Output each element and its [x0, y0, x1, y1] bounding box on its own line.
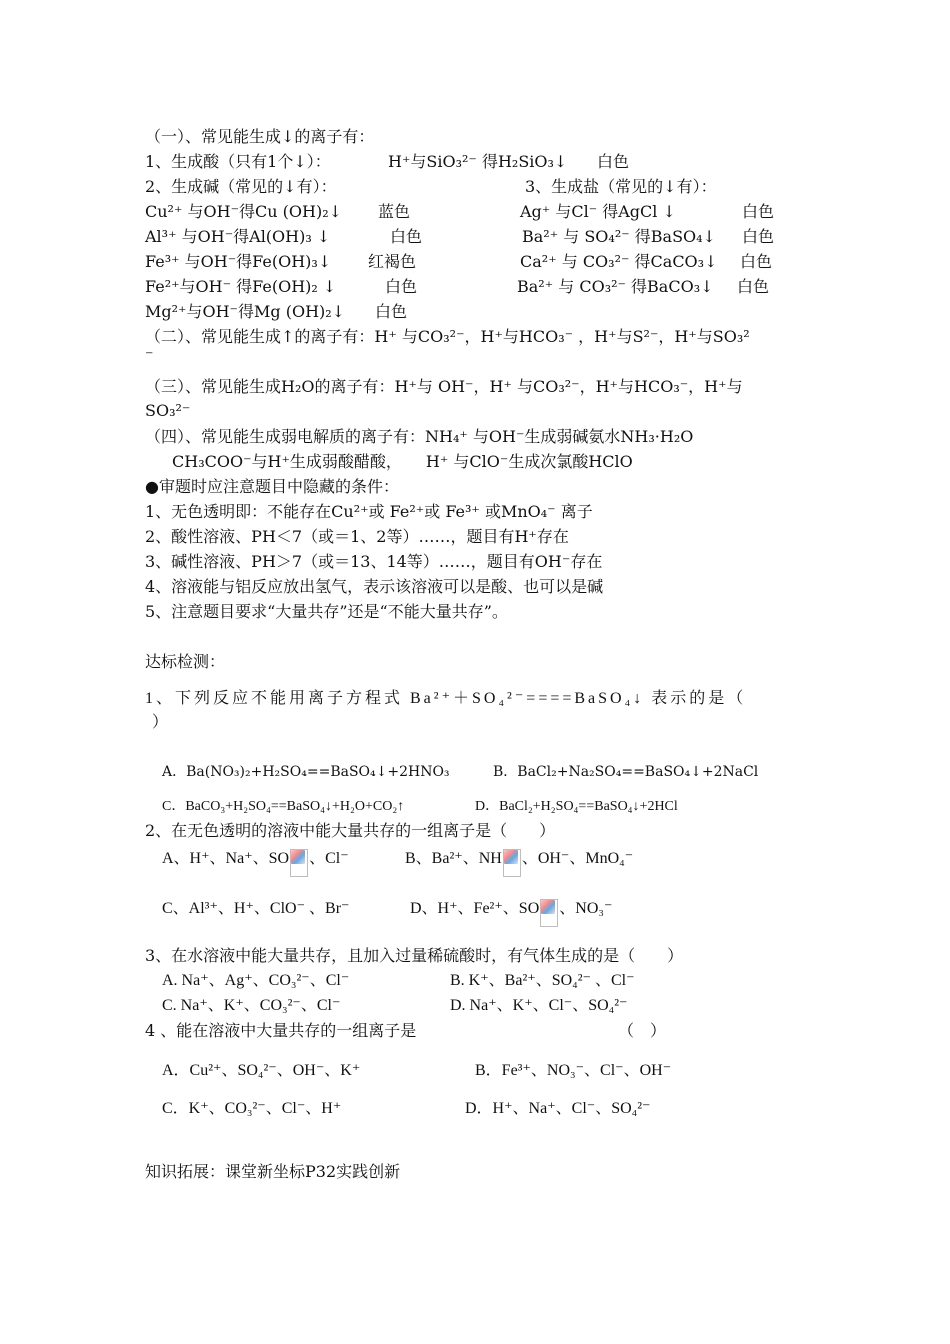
hidden-condition-item: 4、溶液能与铝反应放出氢气，表示该溶液可以是酸、也可以是碱 — [145, 577, 604, 596]
q3-option-d: D. Na⁺、K⁺、Cl⁻、SO₄²⁻ — [450, 997, 628, 1014]
q1-option-c: C．BaCO₃+H₂SO₄==BaSO₄↓+H₂O+CO₂↑ — [162, 799, 405, 814]
base-row-color: 蓝色 — [378, 202, 411, 221]
salt-row-color: 白色 — [737, 277, 770, 296]
base-row: Mg²⁺与OH⁻得Mg (OH)₂↓ — [145, 302, 346, 321]
acid-line-label: 1、生成酸（只有1个↓）： — [145, 152, 331, 171]
q1-option-d: D．BaCl₂+H₂SO₄==BaSO₄↓+2HCl — [475, 799, 678, 814]
salt-header: 3、生成盐（常见的↓有）： — [525, 177, 717, 196]
q1-stem: 1、下列反应不能用离子方程式 Ba²⁺＋SO₄²⁻====BaSO₄↓ 表示的是（ — [145, 690, 747, 707]
salt-row: Ba²⁺ 与 CO₃²⁻ 得BaCO₃↓ — [517, 277, 714, 296]
q3-option-b: B. K⁺、Ba²⁺、SO₄²⁻ 、Cl⁻ — [450, 972, 635, 989]
hidden-condition-item: 1、无色透明即：不能存在Cu²⁺或 Fe²⁺或 Fe³⁺ 或MnO₄⁻ 离子 — [145, 502, 593, 521]
q4-option-b: B．Fe³⁺、NO₃⁻、Cl⁻、OH⁻ — [475, 1062, 672, 1079]
q4-option-d: D．H⁺、Na⁺、Cl⁻、SO₄²⁻ — [465, 1100, 651, 1117]
base-row: Al³⁺ 与OH⁻得Al(OH)₃ ↓ — [145, 227, 331, 246]
hidden-conditions-title: ●审题时应注意题目中隐藏的条件： — [145, 477, 399, 496]
base-row: Cu²⁺ 与OH⁻得Cu (OH)₂↓ — [145, 202, 343, 221]
base-row-color: 白色 — [375, 302, 408, 321]
salt-row: Ba²⁺ 与 SO₄²⁻ 得BaSO₄↓ — [522, 227, 716, 246]
salt-row: Ca²⁺ 与 CO₃²⁻ 得CaCO₃↓ — [520, 252, 718, 271]
q2-option-a-post: 、Cl⁻ — [309, 850, 349, 867]
salt-row-color: 白色 — [740, 252, 773, 271]
q4-answer-paren: （ ） — [618, 1021, 667, 1040]
broken-image-icon — [290, 849, 308, 877]
q2-option-b-pre: B、Ba²⁺、NH — [405, 850, 502, 867]
hidden-condition-item: 3、碱性溶液、PH＞7（或＝13、14等）……，题目有OH⁻存在 — [145, 552, 603, 571]
q1-option-b: B．BaCl₂+Na₂SO₄==BaSO₄↓+2NaCl — [493, 764, 759, 780]
q4-option-c: C．K⁺、CO₃²⁻、Cl⁻、H⁺ — [162, 1100, 342, 1117]
hidden-condition-item: 2、酸性溶液、PH＜7（或＝1、2等）……，题目有H⁺存在 — [145, 527, 569, 546]
section-title-weak: （四）、常见能生成弱电解质的离子有：NH₄⁺ 与OH⁻生成弱碱氨水NH₃·H₂O — [145, 427, 694, 446]
q2-option-a — [162, 849, 349, 877]
section-title-gas: （二）、常见能生成↑的离子有：H⁺ 与CO₃²⁻，H⁺与HCO₃⁻ ，H⁺与S²⁻，H⁺与SO₃² — [145, 327, 750, 346]
q3-stem: 3、在水溶液中能大量共存，且加入过量稀硫酸时，有气体生成的是（ ） — [145, 946, 684, 965]
knowledge-extension: 知识拓展：课堂新坐标P32实践创新 — [145, 1162, 401, 1181]
q1-stem-end: ） — [152, 712, 169, 731]
q3-option-a: A. Na⁺、Ag⁺、CO₃²⁻、Cl⁻ — [162, 972, 350, 989]
base-header: 2、生成碱（常见的↓有）： — [145, 177, 337, 196]
acid-line-formula: H⁺与SiO₃²⁻ 得H₂SiO₃↓ — [388, 152, 568, 171]
q4-option-a: A．Cu²⁺、SO₄²⁻、OH⁻、K⁺ — [162, 1062, 361, 1079]
broken-image-icon — [503, 849, 521, 877]
q2-option-c: C、Al³⁺、H⁺、ClO⁻ 、Br⁻ — [162, 900, 350, 917]
section-title-water: （三）、常见能生成H₂O的离子有：H⁺与 OH⁻，H⁺ 与CO₃²⁻，H⁺与HCO₃⁻，H⁺与 — [145, 377, 743, 396]
q2-stem: 2、在无色透明的溶液中能大量共存的一组离子是（ ） — [145, 821, 556, 840]
salt-row-color: 白色 — [742, 202, 775, 221]
q4-stem: 4 、能在溶液中大量共存的一组离子是 — [145, 1021, 417, 1040]
q2-option-b — [405, 849, 633, 877]
broken-image-icon — [540, 899, 558, 927]
base-row-color: 红褐色 — [368, 252, 417, 271]
q1-option-a: A．Ba(NO₃)₂+H₂SO₄==BaSO₄↓+2HNO₃ — [162, 764, 450, 780]
acid-line-color: 白色 — [597, 152, 630, 171]
base-row-color: 白色 — [385, 277, 418, 296]
base-row: Fe³⁺ 与OH⁻得Fe(OH)₃↓ — [145, 252, 332, 271]
salt-row: Ag⁺ 与Cl⁻ 得AgCl ↓ — [520, 202, 676, 221]
base-row: Fe²⁺与OH⁻ 得Fe(OH)₂ ↓ — [145, 277, 337, 296]
q2-option-a-pre: A、H⁺、Na⁺、SO — [162, 850, 290, 867]
q2-option-d-post: 、NO₃⁻ — [559, 900, 613, 917]
test-title: 达标检测： — [145, 652, 226, 671]
q3-option-c: C. Na⁺、K⁺、CO₃²⁻、Cl⁻ — [162, 997, 341, 1014]
section-gas-cont: ⁻ — [145, 346, 154, 365]
hidden-condition-item: 5、注意题目要求“大量共存”还是“不能大量共存”。 — [145, 602, 508, 621]
q2-option-b-post: 、OH⁻、MnO₄⁻ — [521, 850, 634, 867]
section-title-precipitate: （一）、常见能生成↓的离子有： — [145, 127, 375, 146]
salt-row-color: 白色 — [742, 227, 775, 246]
section-weak-cont: CH₃COO⁻与H⁺生成弱酸醋酸， H⁺ 与ClO⁻生成次氯酸HClO — [172, 452, 633, 471]
q2-option-d — [410, 899, 612, 927]
q2-option-d-pre: D、H⁺、Fe²⁺、SO — [410, 900, 540, 917]
base-row-color: 白色 — [390, 227, 423, 246]
section-water-cont: SO₃²⁻ — [145, 401, 191, 420]
